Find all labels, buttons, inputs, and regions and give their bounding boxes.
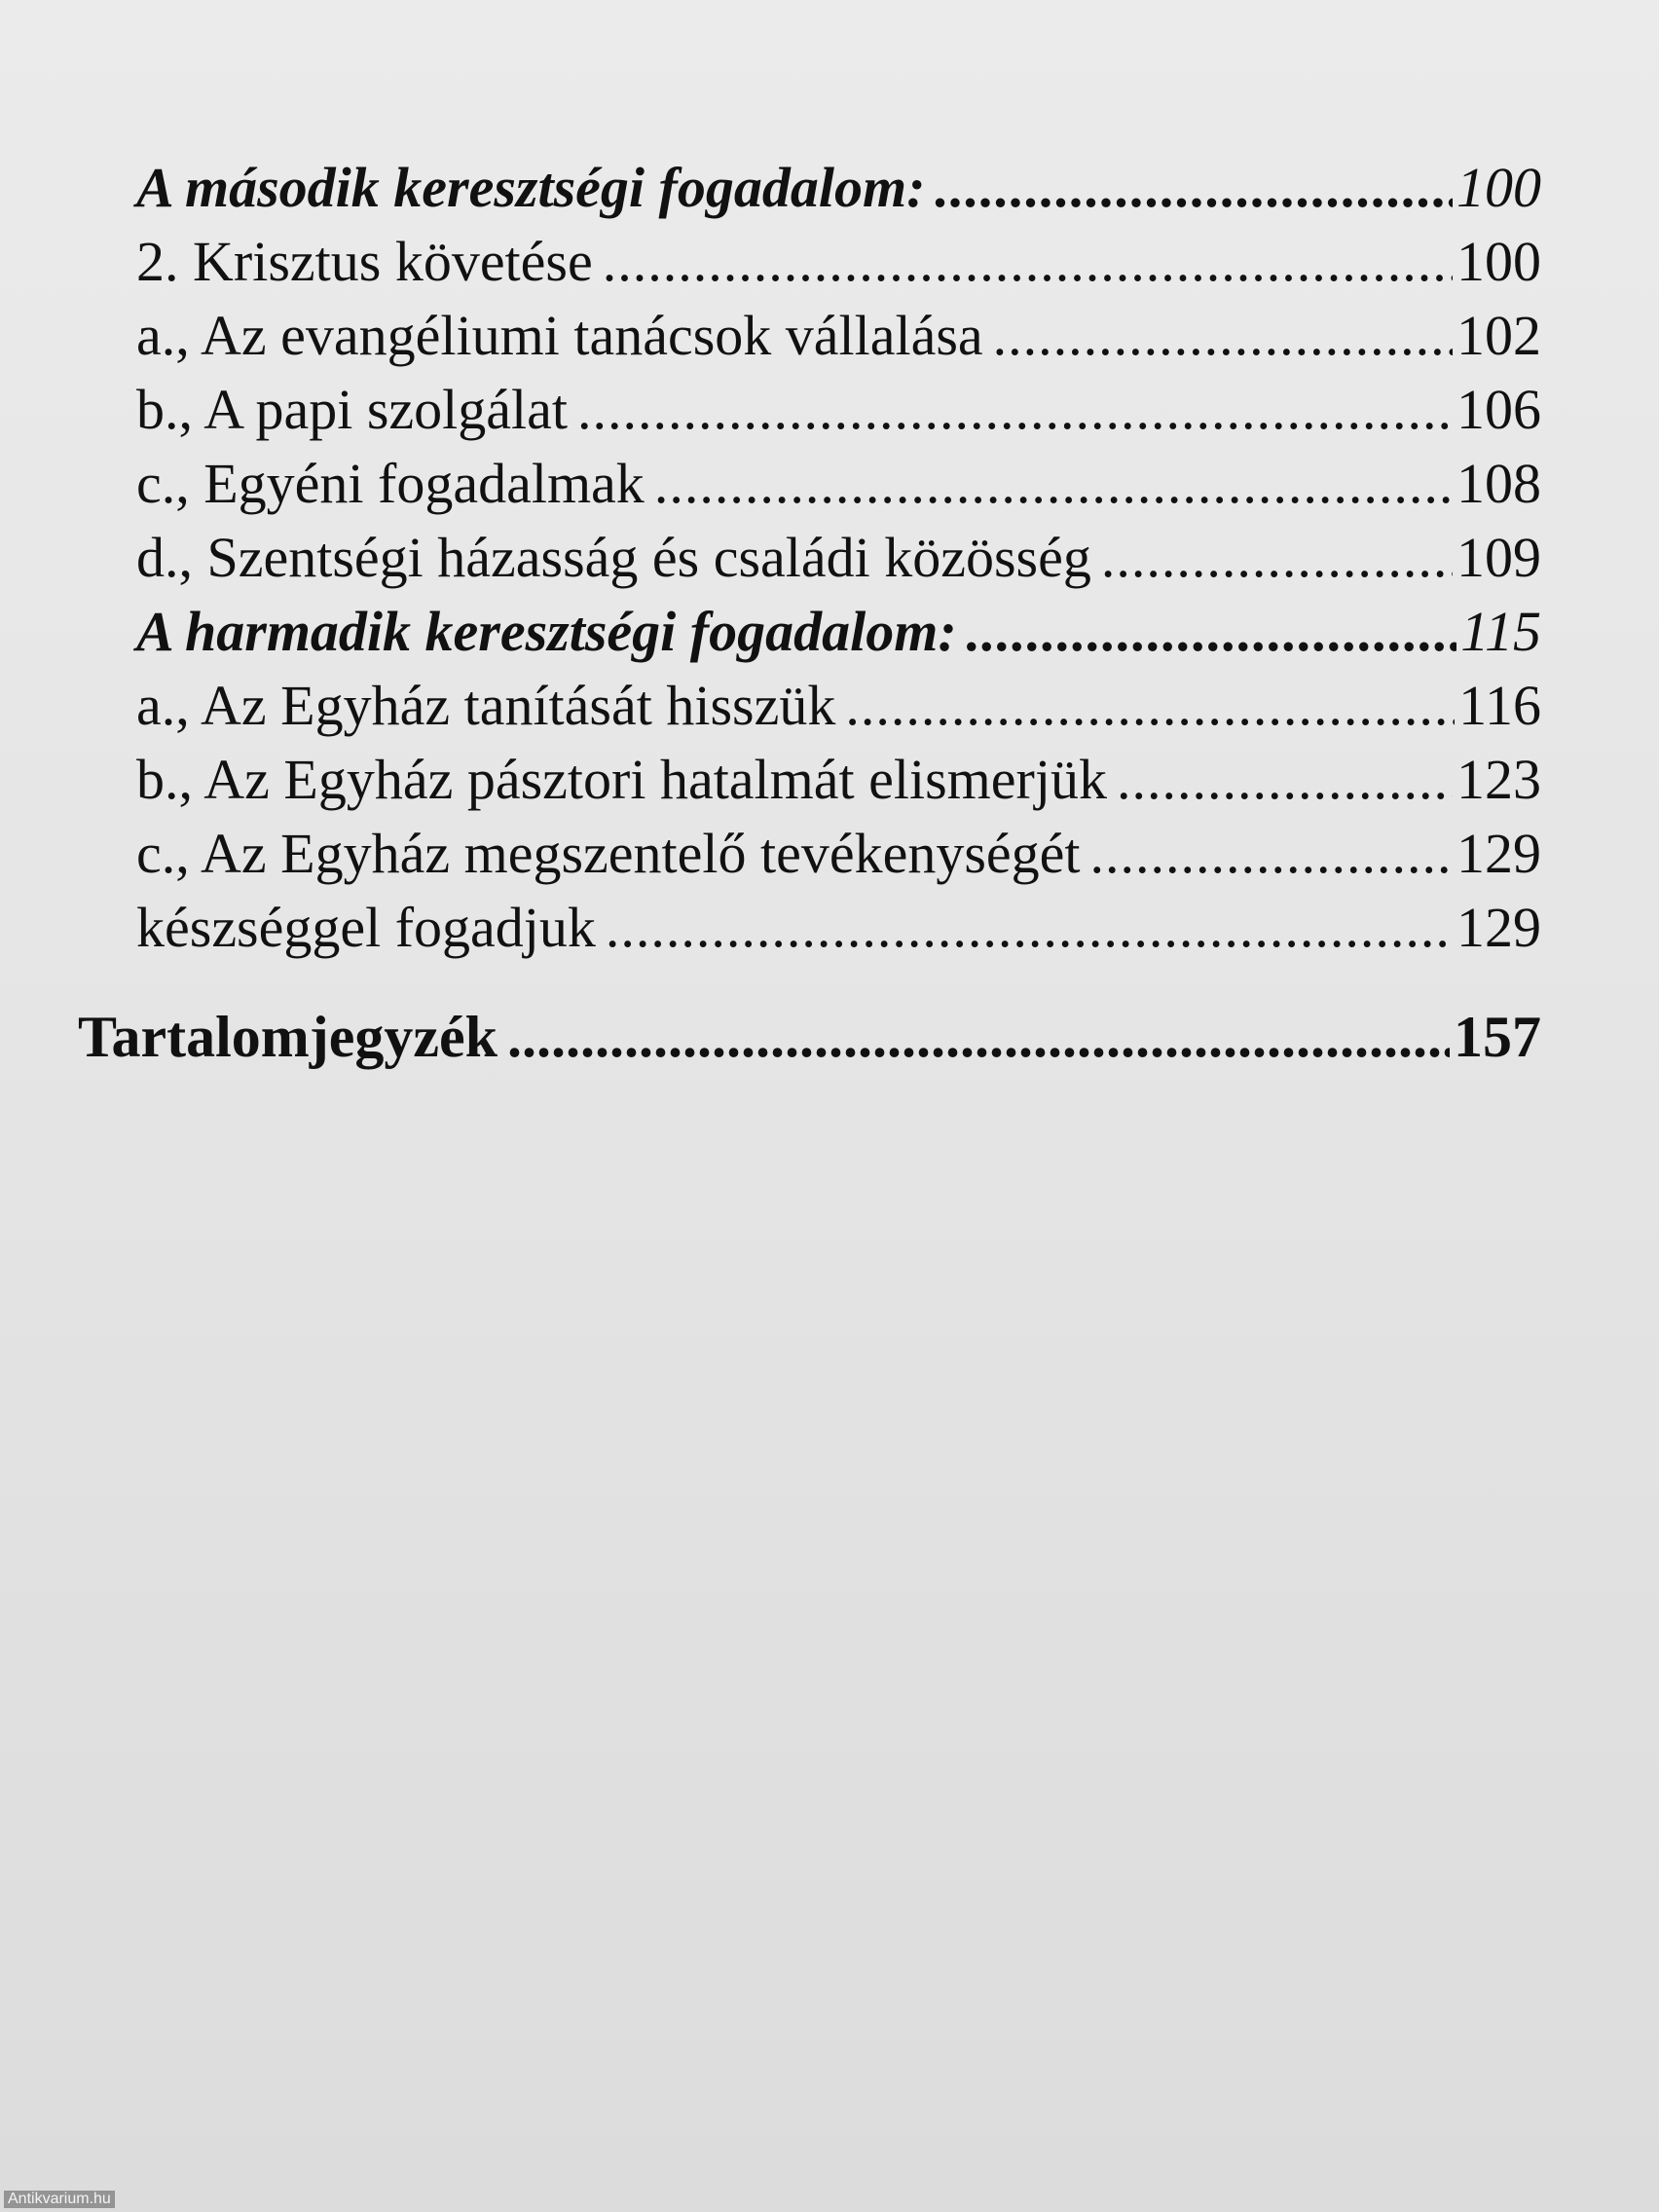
- dot-leader: [1117, 748, 1453, 812]
- toc-entry-label: c., Az Egyház megszentelő tevékenységét: [136, 822, 1081, 885]
- toc-entry-label: készséggel fogadjuk: [136, 896, 596, 959]
- toc-entry: [136, 812, 1541, 886]
- toc-entry-page: 102: [1456, 304, 1541, 367]
- toc-entry: [136, 886, 1541, 960]
- toc-entry: [136, 220, 1541, 294]
- toc-entry-page: 100: [1456, 230, 1541, 293]
- toc-entry-label: A második keresztségi fogadalom:: [136, 156, 926, 219]
- toc-entry-page: 123: [1456, 748, 1541, 811]
- toc-entry: [136, 590, 1541, 664]
- toc-entry-page: 116: [1458, 674, 1541, 737]
- toc-entry: [136, 146, 1541, 220]
- toc-entry-page: 100: [1456, 156, 1541, 219]
- toc-entry-page: 115: [1460, 600, 1541, 663]
- dot-leader: [845, 674, 1455, 738]
- dot-leader: [606, 896, 1453, 960]
- toc-entry-label: d., Szentségi házasság és családi közösség: [136, 526, 1091, 589]
- toc-entry: [136, 294, 1541, 368]
- toc-entry: [136, 516, 1541, 590]
- toc-entry-page: 129: [1456, 896, 1541, 959]
- dot-leader: [577, 378, 1453, 442]
- toc-entry-label: A harmadik keresztségi fogadalom:: [136, 600, 957, 663]
- toc-entry-page: 157: [1454, 1005, 1541, 1069]
- toc-entry-label: a., Az Egyház tanítását hisszük: [136, 674, 836, 737]
- dot-leader: [1090, 822, 1454, 886]
- toc-entry-label: c., Egyéni fogadalmak: [136, 452, 645, 515]
- toc-entry-label: a., Az evangéliumi tanácsok vállalása: [136, 304, 983, 367]
- toc-entry-page: 129: [1456, 822, 1541, 885]
- toc-entry-page: 106: [1456, 378, 1541, 441]
- toc-entry-final: [78, 995, 1541, 1069]
- toc-entry-label: b., A papi szolgálat: [136, 378, 568, 441]
- dot-leader: [993, 304, 1453, 368]
- toc-entry: [136, 368, 1541, 442]
- toc-entry-label: Tartalomjegyzék: [78, 1005, 498, 1069]
- dot-leader: [1101, 526, 1453, 590]
- dot-leader: [654, 452, 1453, 516]
- toc-entry: [136, 664, 1541, 738]
- toc-entry: [136, 442, 1541, 516]
- dot-leader: [507, 1005, 1450, 1069]
- toc-entry-page: 108: [1456, 452, 1541, 515]
- dot-leader: [603, 230, 1453, 294]
- toc-entry: [136, 738, 1541, 812]
- toc-entry-page: 109: [1456, 526, 1541, 589]
- dot-leader: [967, 600, 1457, 664]
- watermark: Antikvarium.hu: [4, 2191, 115, 2208]
- toc-entry-label: b., Az Egyház pásztori hatalmát elismerjük: [136, 748, 1107, 811]
- toc-entry-label: 2. Krisztus követése: [136, 230, 593, 293]
- dot-leader: [935, 156, 1453, 220]
